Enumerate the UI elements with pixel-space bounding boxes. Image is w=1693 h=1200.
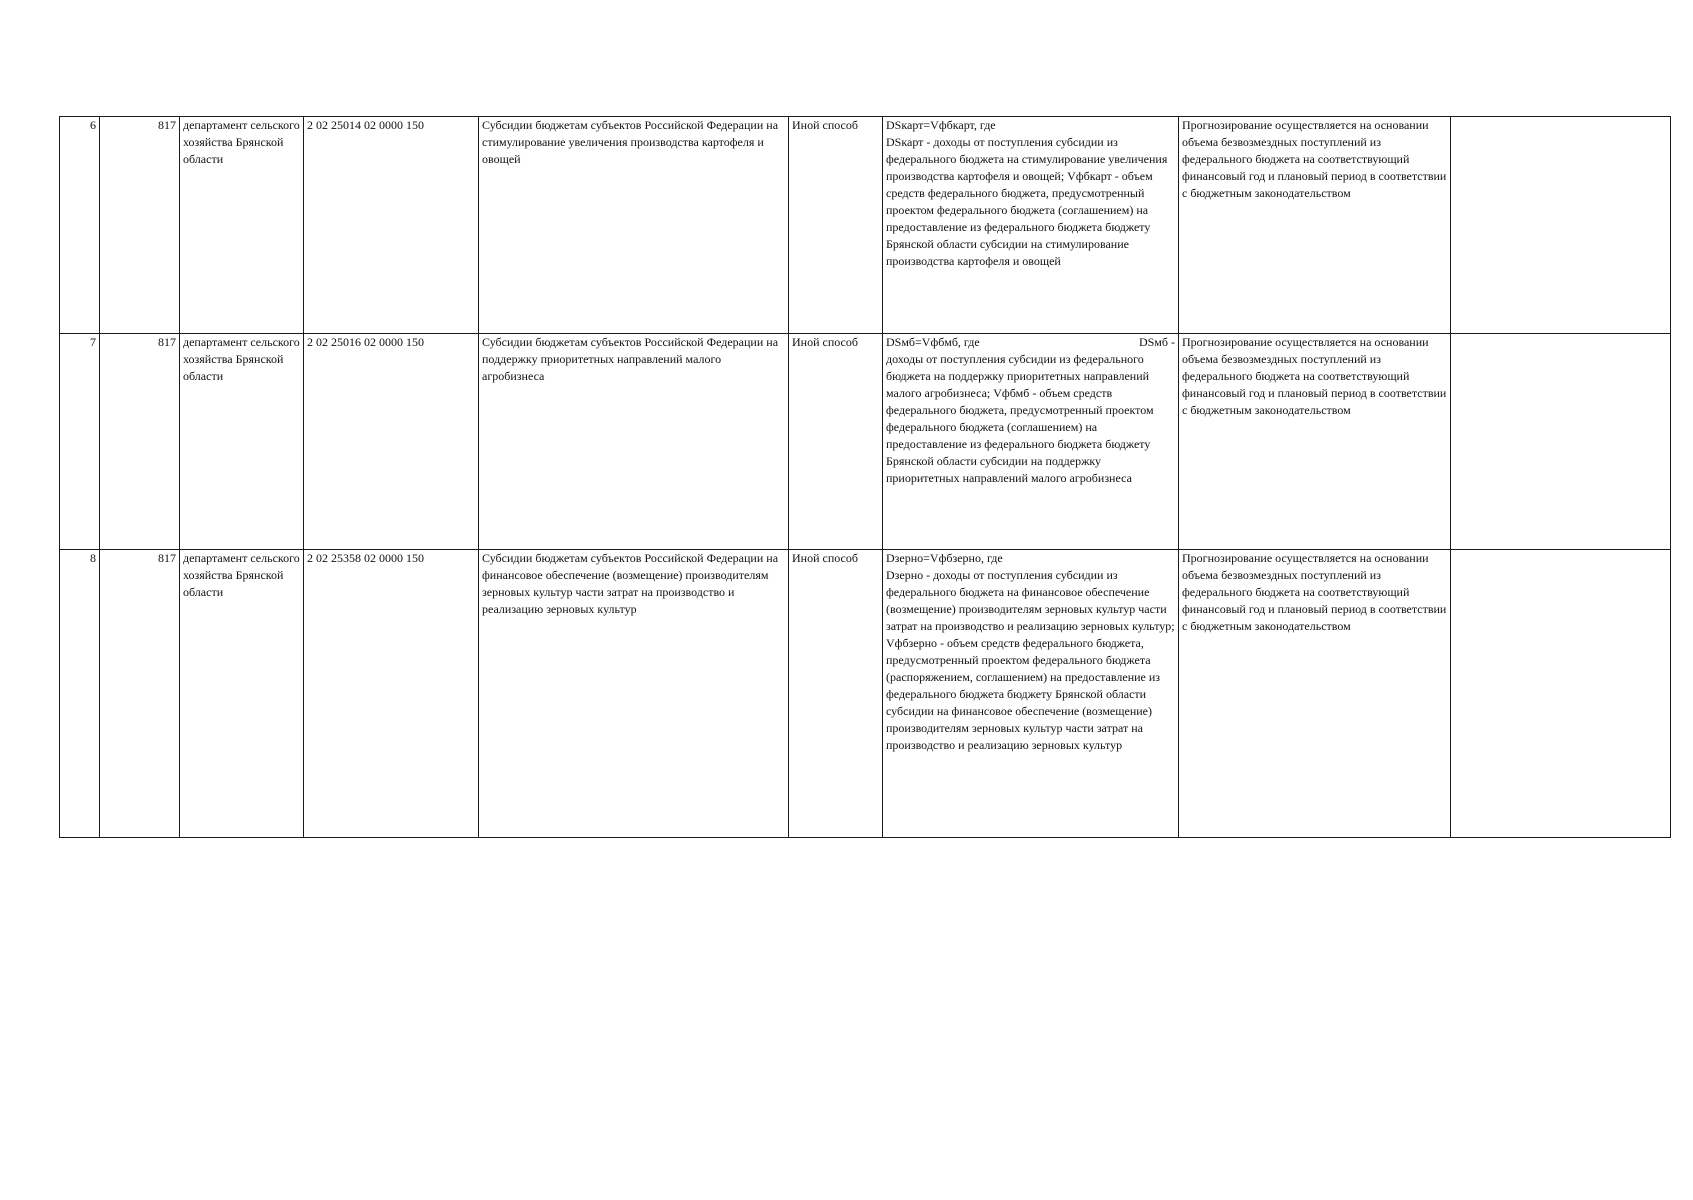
revenue-forecast-table-page	[59, 116, 1670, 838]
revenue-name-cell: Субсидии бюджетам субъектов Российской Федерации на финансовое обеспечение (возмещение) производителям зерновых культур части затрат на производство и реализацию зерновых культур	[479, 550, 789, 838]
formula-head	[886, 117, 1175, 134]
formula-description: доходы от поступления субсидии из федерального бюджета на поддержку приоритетных направлений малого агробизнеса; Vфбмб - объем средств федерального бюджета, предусмотренный проектом федерального бюджета (соглашением) на предоставление из федерального бюджета бюджету Брянской области субсидии на поддержку приоритетных направлений малого агробизнеса	[886, 352, 1154, 485]
note-cell	[1451, 550, 1671, 838]
kbk-code-cell: 2 02 25358 02 0000 150	[304, 550, 479, 838]
table-row	[60, 117, 1671, 334]
row-number-cell: 6	[60, 117, 100, 334]
note-cell	[1451, 334, 1671, 550]
revenue-name-cell: Субсидии бюджетам субъектов Российской Федерации на поддержку приоритетных направлений малого агробизнеса	[479, 334, 789, 550]
admin-code-cell: 817	[100, 117, 180, 334]
table-row	[60, 550, 1671, 838]
admin-code-cell: 817	[100, 550, 180, 838]
administrator-cell: департамент сельского хозяйства Брянской области	[180, 334, 304, 550]
forecast-description-cell: Прогнозирование осуществляется на основании объема безвозмездных поступлений из федерального бюджета на соответствующий финансовый год и плановый период в соответствии с бюджетным законодательством	[1179, 550, 1451, 838]
administrator-cell: департамент сельского хозяйства Брянской области	[180, 550, 304, 838]
forecast-method-cell: Иной способ	[789, 334, 883, 550]
row-number-cell: 7	[60, 334, 100, 550]
note-cell	[1451, 117, 1671, 334]
forecast-description-cell: Прогнозирование осуществляется на основании объема безвозмездных поступлений из федерального бюджета на соответствующий финансовый год и плановый период в соответствии с бюджетным законодательством	[1179, 334, 1451, 550]
formula-head-right: DSмб -	[1138, 335, 1175, 349]
revenue-name-cell: Субсидии бюджетам субъектов Российской Федерации на стимулирование увеличения производства картофеля и овощей	[479, 117, 789, 334]
formula-description: Dзерно - доходы от поступления субсидии из федерального бюджета на финансовое обеспечение (возмещение) производителям зерновых культур части затрат на производство и реализацию зерновых культур; Vфбзерно - объем средств федерального бюджета, предусмотренный проектом федерального бюджета (распоряжением, соглашением) на предоставление из федерального бюджета бюджету Брянской области субсидии на финансовое обеспечение (возмещение) производителям зерновых культур части затрат на производство и реализацию зерновых культур	[886, 568, 1175, 752]
formula-head	[886, 550, 1175, 567]
admin-code-cell: 817	[100, 334, 180, 550]
formula-head	[886, 334, 1175, 351]
forecast-method-cell: Иной способ	[789, 550, 883, 838]
row-number-cell: 8	[60, 550, 100, 838]
formula-cell	[883, 550, 1179, 838]
forecast-method-cell: Иной способ	[789, 117, 883, 334]
kbk-code-cell: 2 02 25014 02 0000 150	[304, 117, 479, 334]
formula-expression: DSкарт=Vфбкарт, где	[886, 118, 996, 132]
formula-cell	[883, 334, 1179, 550]
formula-expression: DSмб=Vфбмб, где	[886, 335, 980, 349]
forecast-description-cell: Прогнозирование осуществляется на основании объема безвозмездных поступлений из федерального бюджета на соответствующий финансовый год и плановый период в соответствии с бюджетным законодательством	[1179, 117, 1451, 334]
kbk-code-cell: 2 02 25016 02 0000 150	[304, 334, 479, 550]
revenue-forecast-table	[59, 116, 1671, 838]
administrator-cell: департамент сельского хозяйства Брянской области	[180, 117, 304, 334]
formula-cell	[883, 117, 1179, 334]
table-row	[60, 334, 1671, 550]
formula-description: DSкарт - доходы от поступления субсидии из федерального бюджета на стимулирование увеличения производства картофеля и овощей; Vфбкарт - объем средств федерального бюджета, предусмотренный проектом федерального бюджета (соглашением) на предоставление из федерального бюджета бюджету Брянской области субсидии на стимулирование производства картофеля и овощей	[886, 135, 1168, 268]
formula-expression: Dзерно=Vфбзерно, где	[886, 551, 1003, 565]
